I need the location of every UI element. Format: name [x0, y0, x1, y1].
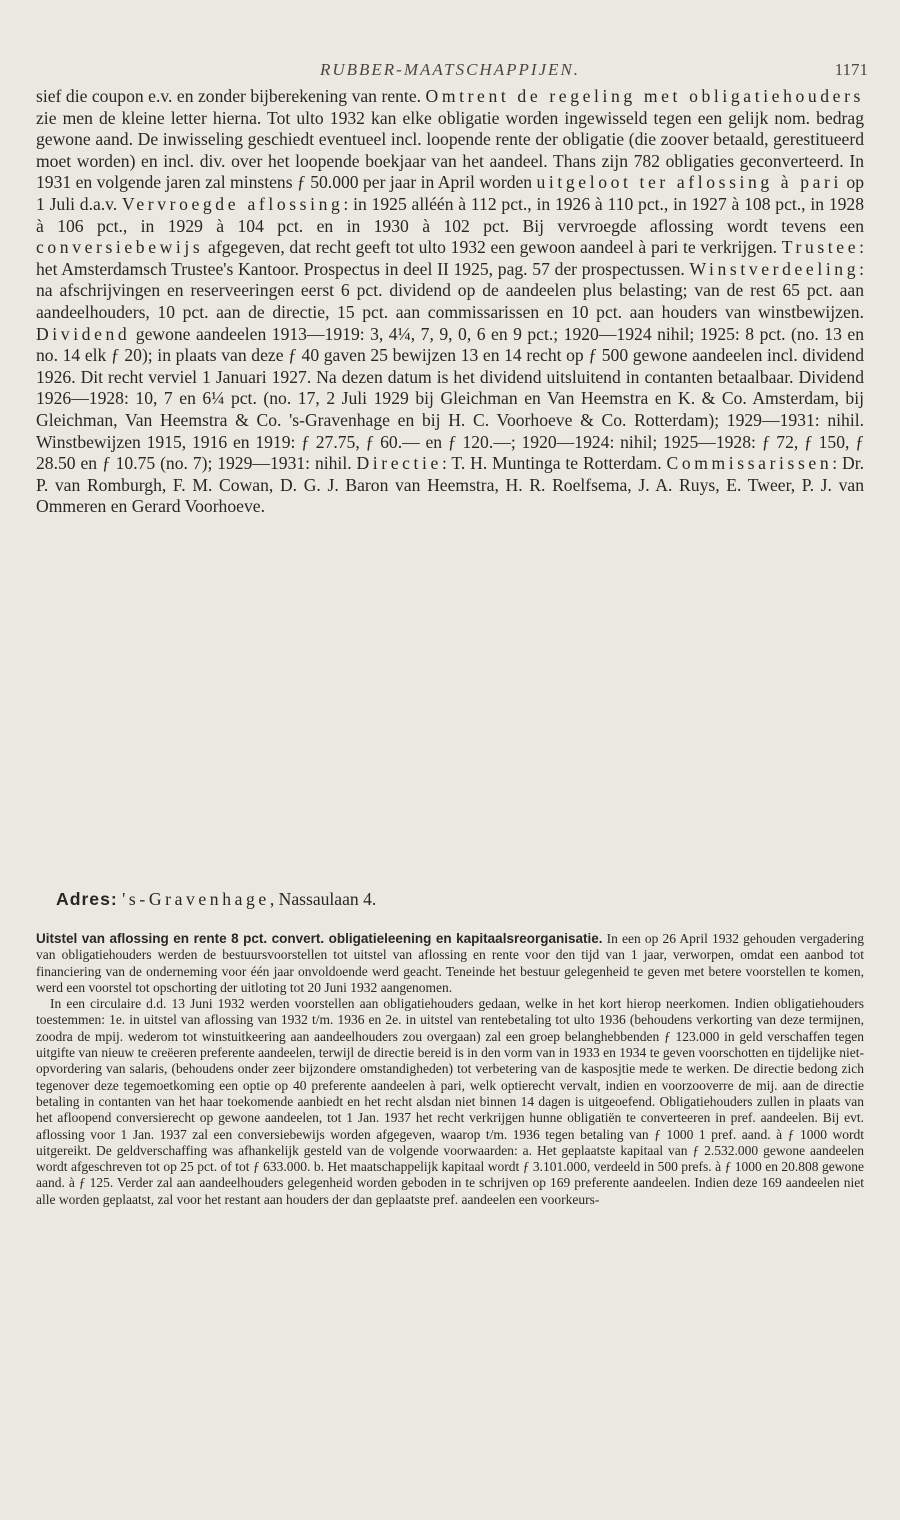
- text-segment: sief die coupon e.v. en zonder bijberekening van rente.: [36, 86, 426, 106]
- text-segment: op 1 Juli d.a.v.: [36, 172, 864, 214]
- notice-section: [36, 931, 864, 1208]
- address-line: [56, 888, 376, 910]
- spaced-term: Directie: [356, 453, 442, 474]
- spaced-term: Omtrent de regeling met obligatiehouders: [425, 86, 864, 106]
- main-text: [36, 86, 864, 518]
- spaced-term: Commissarissen: [666, 453, 833, 474]
- running-title: RUBBER-MAATSCHAPPIJEN.: [319, 60, 581, 79]
- spaced-term: uitgeloot ter aflossing à pari: [536, 172, 842, 193]
- main-paragraph: [36, 86, 864, 518]
- text-segment: : Dr. P. van Romburgh, F. M. Cowan, D. G. J. Baron van Heemstra, H. R. Roelfsema, J. A. Ruys, E. Tweer, P. J. van Ommeren en Gerard Voorhoeve.: [36, 453, 865, 517]
- text-segment: zie men de kleine letter hierna. Tot ulto 1932 kan elke obligatie worden ingewisseld tegen een gelijk nom. bedrag gewone aand. De inwisseling geschiedt eventueel incl. loopende rente der obligatie (die zoover betaald, gerestitueerd moet worden) en incl. div. over het loopende boekjaar van het aandeel. Thans zijn 782 obligaties geconverteerd. In 1931 en volgende jaren zal minstens ƒ 50.000 per jaar in April worden: [36, 107, 864, 193]
- text-segment: afgegeven, dat recht geeft tot ulto 1932 een gewoon aandeel à pari te verkrijgen.: [203, 237, 782, 258]
- spaced-term: Winstverdeeling: [689, 258, 860, 279]
- notice-paragraph: In een circulaire d.d. 13 Juni 1932 werden voorstellen aan obligatiehouders gedaan, welke in het kort hierop neerkomen. Indien obligatiehouders toestemmen: 1e. in uitstel van aflossing van 1932 t/m. 1936 en 2e. in uitstel van rentebetaling tot ulto 1936 (behoudens verkorting van deze termijnen, zoodra de mpij. wederom tot winstuitkeering aan aandeelhouders zou overgaan) zal een groep belanghebbenden ƒ 123.000 in geld verschaffen tegen uitgifte van nieuw te creëeren preferente aandeelen, terwijl de directie bereid is in den vorm van in 1933 en 1934 te geven voorschotten en tijdelijke niet-opvordering van salaris, (behoudens onder zeer bijzondere omstandigheden) tot verbetering van de kasposjtie mede te werken. De directie bedong zich tegenover deze tegemoetkoming een optie op 40 preferente aandeelen à pari, welk optierecht vervalt, indien en voorzooverre de mij. aan de directie betaling in contanten van het haar toekomende aanbiedt en het recht alsdan niet binnen 14 dagen is uitgeoefend. Obligatiehouders zullen in plaats van het afloopend conversierecht op gewone aandeelen, tot 1 Jan. 1937 het recht verkrijgen hunne obligatiën te converteeren in pref. aandeelen. Bij evt. aflossing voor 1 Jan. 1937 zal een conversiebewijs worden afgegeven, waarop t/m. 1936 tegen betaling van ƒ 1000 1 pref. aand. à ƒ 1000 wordt uitgereikt. De geldverschaffing was afhankelijk gesteld van de volgende voorwaarden: a. Het geplaatste kapitaal van ƒ 2.532.000 gewone aandeelen wordt afgeschreven tot op 25 pct. of tot ƒ 633.000. b. Het maatschappelijk kapitaal wordt ƒ 3.101.000, verdeeld in 500 prefs. à ƒ 1000 en 20.808 gewone aand. à ƒ 125. Verder zal aan aandeelhouders gelegenheid worden geboden in te schrijven op 169 preferente aandeelen. Indien deze 169 aandeelen niet alle worden geplaatst, zal voor het restant aan houders der dan geplaatste pref. aandeelen een voorkeurs-: [36, 996, 864, 1207]
- text-segment: : na afschrijvingen en reserveeringen eerst 6 pct. dividend op de aandeelen plus belasting; van de rest 65 pct. aan aandeelhouders, 10 pct. aan de directie, 15 pct. aan commissarissen en 10 pct. aan houders van winstbewijzen.: [36, 258, 864, 322]
- notice-text: In een op 26 April 1932 gehouden vergadering van obligatiehouders werden de bestuursvoorstellen tot uitstel van aflossing en rente voor den tijd van 1 jaar, verworpen, omdat een aanbod tot financiering van de onderneming voor één jaar onvoldoende werd geacht. Teneinde het bestuur gelegenheid te geven met betere voorstellen te komen, werd een voorstel tot opschorting der uitloting tot 20 Juni 1932 aangenomen.: [36, 931, 864, 995]
- address-label: Adres:: [56, 889, 118, 909]
- spaced-term: Vervroegde aflossing: [122, 193, 344, 214]
- text-segment: : T. H. Muntinga te Rotterdam.: [441, 453, 667, 474]
- text-segment: : in 1925 alléén à 112 pct., in 1926 à 110 pct., in 1927 à 108 pct., in 1928 à 106 pct., in 1929 à 104 pct. en in 1930 à 102 pct. Bij vervroegde aflossing wordt tevens een: [36, 193, 865, 236]
- address-city: 's-Gravenhage: [122, 889, 270, 909]
- spaced-term: Trustee: [781, 237, 860, 258]
- notice-heading: Uitstel van aflossing en rente 8 pct. convert. obligatieleening en kapitaalsreorganisatie.: [36, 931, 603, 946]
- address-street: , Nassaulaan 4.: [269, 889, 377, 909]
- page-header: [32, 60, 868, 86]
- text-segment: : het Amsterdamsch Trustee's Kantoor. Prospectus in deel II 1925, pag. 57 der prospectussen.: [36, 237, 864, 279]
- spaced-term: Dividend: [36, 323, 131, 344]
- text-segment: gewone aandeelen 1913—1919: 3, 4¼, 7, 9, 0, 6 en 9 pct.; 1920—1924 nihil; 1925: 8 pct. (no. 13 en no. 14 elk ƒ 20); in plaats van deze ƒ 40 gaven 25 bewijzen 13 en 14 recht op ƒ 500 gewone aandeelen incl. dividend 1926. Dit recht verviel 1 Januari 1927. Na dezen datum is het dividend uitsluitend in contanten betaalbaar. Dividend 1926—1928: 10, 7 en 6¼ pct. (no. 17, 2 Juli 1929 bij Gleichman en Van Heemstra en K. & Co. Amsterdam, bij Gleichman, Van Heemstra & Co. 's-Gravenhage en bij H. C. Voorhoeve & Co. Rotterdam); 1929—1931: nihil. Winstbewijzen 1915, 1916 en 1919: ƒ 27.75, ƒ 60.— en ƒ 120.—; 1920—1924: nihil; 1925—1928: ƒ 72, ƒ 150, ƒ 28.50 en ƒ 10.75 (no. 7); 1929—1931: nihil.: [36, 323, 864, 474]
- notice-paragraph: [36, 931, 864, 996]
- spaced-term: conversiebewijs: [36, 237, 204, 258]
- page-number: 1171: [834, 60, 868, 79]
